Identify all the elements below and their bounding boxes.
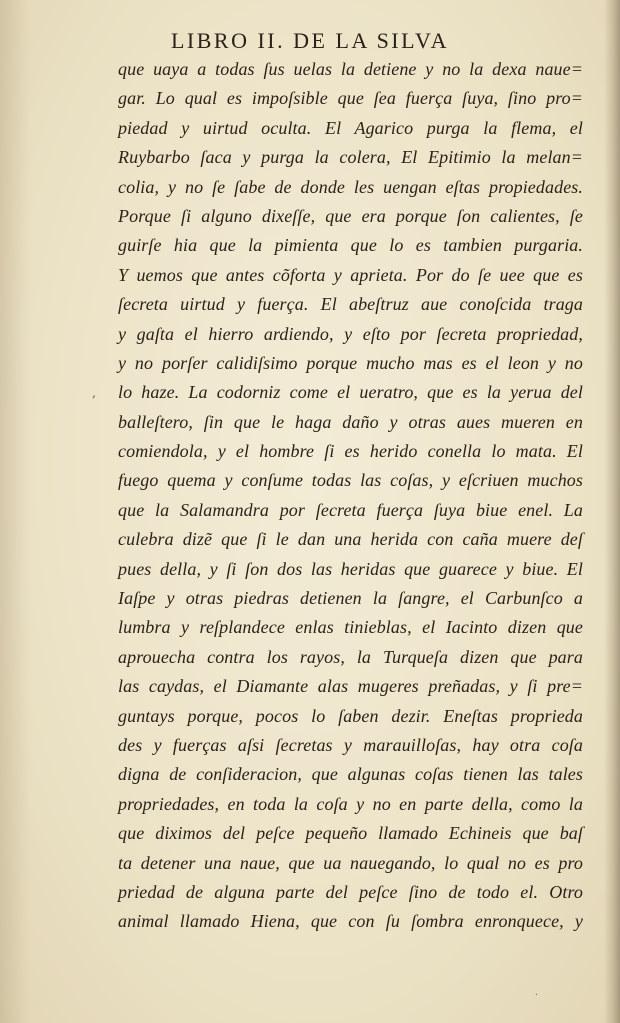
text-line: digna de conſideracion, que algunas coſas tienen las tales [118, 764, 583, 785]
text-line: Ruybarbo ſaca y purga la colera, El Epitimio la melan= [118, 147, 583, 168]
text-line: y gaſta el hierro ardiendo, y eſto por ſecreta propriedad, [118, 323, 583, 344]
text-line: colia, y no ſe ſabe de donde les uengan eſtas propiedades. [118, 176, 583, 197]
text-line: propriedades, en toda la coſa y no en parte della, como la [118, 793, 583, 814]
margin-mark: ‚ [92, 386, 96, 400]
foot-mark: · [534, 990, 538, 1001]
text-line: Y uemos que antes cõforta y aprieta. Por do ſe uee que es [118, 264, 583, 285]
running-head: LIBRO II. DE LA SILVA [170, 28, 449, 53]
page-edge-shadow [0, 0, 30, 1023]
text-line: balleſtero, ſin que le haga daño y otras aues mueren en [118, 411, 583, 432]
text-line: animal llamado Hiena, que con ſu ſombra enronquece, y [118, 911, 583, 932]
text-line: Porque ſi alguno dixeſſe, que era porque ſon calientes, ſe [118, 205, 583, 226]
text-line: piedad y uirtud oculta. El Agarico purga la flema, el [118, 117, 583, 138]
text-line: fuego quema y conſume todas las coſas, y eſcriuen muchos [118, 470, 583, 491]
text-line: pues della, y ſi ſon dos las heridas que guarece y biue. El [118, 558, 583, 579]
binding-gutter [604, 0, 620, 1023]
text-line: lo haze. La codorniz come el ueratro, que es la yerua del [118, 382, 583, 403]
text-line: las caydas, el Diamante alas mugeres preñadas, y ſi pre= [118, 676, 583, 697]
text-line: aprouecha contra los rayos, la Turqueſa dizen que para [118, 646, 583, 667]
text-line: Iaſpe y otras piedras detienen la ſangre, el Carbunſco a [118, 588, 583, 609]
text-line: que uaya a todas ſus uelas la detiene y no la dexa naue= [118, 59, 583, 79]
text-line: lumbra y reſplandece enlas tinieblas, el Iacinto dizen que [118, 617, 583, 638]
text-line: gar. Lo qual es impoſsible que ſea fuerça ſuya, ſino pro= [118, 88, 583, 109]
text-line: y no porſer calidiſsimo porque mucho mas es el leon y no [118, 352, 583, 373]
text-line: des y fuerças aſsi ſecretas y marauilloſas, hay otra coſa [118, 734, 583, 755]
text-line: que la Salamandra por ſecreta fuerça ſuya biue enel. La [118, 499, 583, 520]
text-line: guirſe hia que la pimienta que lo es tambien purgaria. [118, 235, 583, 256]
text-line: que diximos del peſce pequeño llamado Echineis que baſ [118, 823, 583, 844]
text-line: priedad de alguna parte del peſce ſino de todo el. Otro [118, 881, 583, 902]
body-text [118, 55, 583, 937]
text-line: ſecreta uirtud y fuerça. El abeſtruz aue conoſcida traga [118, 294, 583, 315]
text-line: comiendola, y el hombre ſi es herido conella lo mata. El [118, 441, 583, 462]
text-line: guntays porque, pocos lo ſaben dezir. Eneſtas proprieda [118, 705, 583, 726]
text-line: ta detener una naue, que ua nauegando, lo qual no es pro [118, 852, 583, 873]
text-line: culebra dizẽ que ſi le dan una herida con caña muere deſ [118, 529, 583, 550]
